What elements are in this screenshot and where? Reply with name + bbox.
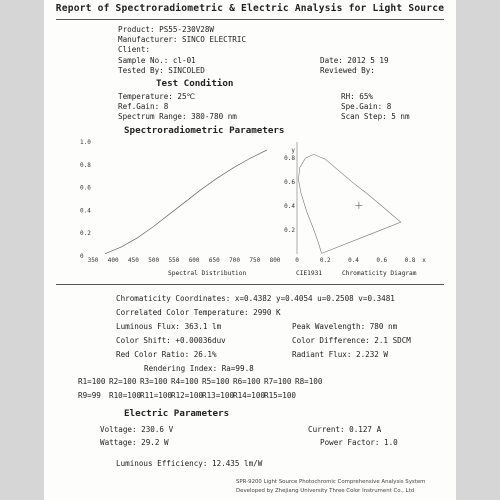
report-page: [44, 0, 456, 500]
x-tick-label: 450: [128, 257, 139, 264]
x-tick-label: 700: [229, 257, 240, 264]
render-index-value: R13=100: [202, 391, 235, 400]
x-tick-label: 350: [87, 257, 99, 264]
spectral-locus: [298, 154, 400, 253]
color-difference: Color Difference: 2.1 SDCM: [292, 336, 411, 345]
wattage: Wattage: 29.2 W: [100, 438, 169, 447]
rendering-index: Rendering Index: Ra=99.8: [144, 364, 254, 373]
render-index-value: R5=100: [202, 377, 230, 386]
product: Product: PS55-230V28W: [118, 25, 215, 34]
spectral-distribution-label: Spectral Distribution: [168, 270, 247, 277]
render-index-value: R8=100: [295, 377, 323, 386]
y-tick-label: 0.6: [80, 184, 91, 192]
red-color-ratio: Red Color Ratio: 26.1%: [116, 350, 217, 359]
cie-x-tick-label: 0.8: [404, 257, 416, 264]
power-factor: Power Factor: 1.0: [320, 438, 398, 447]
x-tick-label: 800: [269, 257, 281, 264]
luminous-flux: Luminous Flux: 363.1 lm: [116, 322, 222, 331]
x-tick-label: 500: [148, 257, 160, 264]
render-index-value: R7=100: [264, 377, 292, 386]
tested-by: Tested By: SINCOLED: [118, 66, 205, 75]
cie-y-tick-label: 0.6: [284, 179, 295, 186]
cie1931-label: CIE1931: [296, 270, 323, 277]
chromaticity-diagram: [44, 134, 456, 284]
reviewed-by: Reviewed By:: [320, 66, 375, 75]
ref-gain: Ref.Gain: 8: [118, 102, 169, 111]
client: Client:: [118, 45, 151, 54]
x-tick-label: 650: [208, 257, 220, 264]
date: Date: 2012 5 19: [320, 56, 389, 65]
title-rule: [56, 19, 444, 20]
temperature: Temperature: 25℃: [118, 92, 196, 101]
scan-step: Scan Step: 5 nm: [341, 112, 410, 121]
x-tick-label: 400: [107, 257, 119, 264]
render-index-value: R10=100: [109, 391, 142, 400]
spectrum-range: Spectrum Range: 380-780 nm: [118, 112, 237, 121]
report-title: Report of Spectroradiometric & Electric Analysis for Light Source: [55, 3, 445, 14]
chromaticity-coordinates: Chromaticity Coordinates: x=0.4382 y=0.4054 u=0.2508 v=0.3481: [116, 294, 395, 303]
footer-line-1: SPR-9200 Light Source Photochromic Comprehensive Analysis System: [236, 479, 426, 485]
test-condition-heading: Test Condition: [156, 78, 234, 89]
render-index-value: R14=100: [233, 391, 266, 400]
y-tick-label: 1.0: [80, 139, 91, 146]
render-index-value: R4=100: [171, 377, 199, 386]
sample-no: Sample No.: cl-01: [118, 56, 196, 65]
spectro-heading: Spectroradiometric Parameters: [124, 125, 285, 136]
cie-y-tick-label: y: [291, 147, 295, 154]
render-index-value: R9=99: [78, 391, 101, 400]
y-tick-label: 0: [80, 253, 84, 260]
y-tick-label: 0.4: [80, 207, 91, 215]
radiant-flux: Radiant Flux: 2.232 W: [292, 350, 389, 359]
render-index-value: R15=100: [264, 391, 297, 400]
render-index-value: R1=100: [78, 377, 106, 386]
chart-rule: [56, 284, 444, 285]
chromaticity-diagram-label: Chromaticity Diagram: [342, 270, 417, 277]
luminous-efficiency: Luminous Efficiency: 12.435 lm/W: [116, 459, 263, 468]
x-tick-label: 550: [168, 257, 180, 264]
y-tick-label: 0.8: [80, 161, 91, 169]
render-index-value: R6=100: [233, 377, 261, 386]
cie-x-tick-label: 0.6: [376, 257, 388, 264]
color-shift: Color Shift: +0.00036duv: [116, 336, 226, 345]
cie-x-tick-label: 0: [295, 257, 299, 264]
cie-y-tick-label: 0.4: [284, 203, 295, 210]
render-index-value: R2=100: [109, 377, 137, 386]
electric-heading: Electric Parameters: [124, 408, 230, 419]
correlated-color-temperature: Correlated Color Temperature: 2990 K: [116, 308, 281, 317]
spe-gain: Spe.Gain: 8: [341, 102, 392, 111]
render-index-value: R3=100: [140, 377, 168, 386]
render-index-value: R12=100: [171, 391, 204, 400]
x-tick-label: 750: [249, 257, 261, 264]
footer-line-2: Developed by Zhejiang University Three Color Instrument Co., Ltd: [236, 488, 415, 494]
rh: RH: 65%: [341, 92, 374, 101]
y-tick-label: 0.2: [80, 230, 91, 238]
manufacturer: Manufacturer: SINCO ELECTRIC: [118, 35, 247, 44]
cie-y-tick-label: 0.2: [284, 227, 295, 234]
peak-wavelength: Peak Wavelength: 780 nm: [292, 322, 398, 331]
x-tick-label: 600: [188, 257, 200, 264]
render-index-value: R11=100: [140, 391, 173, 400]
voltage: Voltage: 230.6 V: [100, 425, 174, 434]
cie-x-tick-label: 0.4: [348, 257, 359, 264]
cie-y-tick-label: 0.8: [284, 155, 295, 162]
current: Current: 0.127 A: [308, 425, 382, 434]
cie-x-tick-label: 0.2: [319, 257, 331, 264]
cie-x-tick-label: x: [422, 257, 426, 264]
